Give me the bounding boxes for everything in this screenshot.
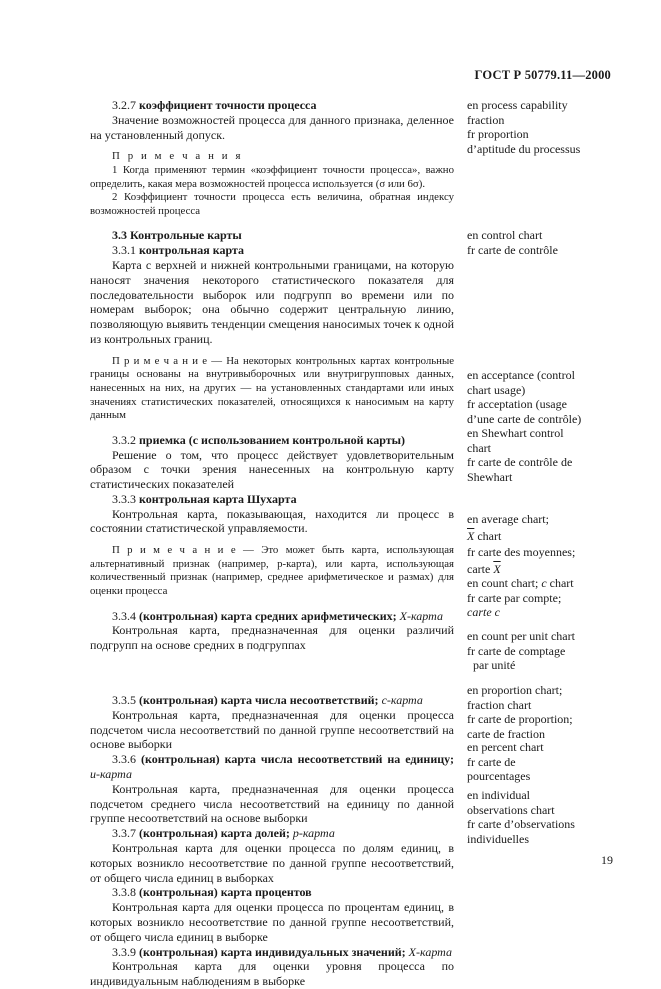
note-3-3-1: П р и м е ч а н и е — На некоторых контрольных картах контрольные границы основаны на внутривыборочных или внутригрупповых данных, нанесенных на них, на других — на установленных стандартами или иных значениях статистических показателей, относящихся к наносимым на карту данным <box>90 354 454 422</box>
term-3-3-4: 3.3.4 (контрольная) карта средних арифметических; X-карта <box>112 608 443 623</box>
equivalents-3-3-4: en average chart; $\overline{X}$ chart fr carte des moyennes; carte $\overline{X}$ <box>467 512 576 576</box>
definition-3-3-4: Контрольная карта, предназначенная для оценки различий подгрупп на основе средних в подгруппах <box>90 623 454 653</box>
term-3-3-6: 3.3.6 (контрольная) карта числа несоответствий на единицу; и-карта <box>90 752 454 782</box>
term-3-3-1: 3.3.1 контрольная карта <box>112 243 244 258</box>
equivalents-3-3-7: en proportion chart; fraction chart fr carte de proportion; carte de fraction <box>467 683 573 741</box>
equivalents-3-2-7: en process capability fraction fr proportion d’aptitude du processus <box>467 98 581 156</box>
definition-3-3-6: Контрольная карта, предназначенная для оценки процесса подсчетом среднего числа несоответствий на единицу по данной группе несоответствий на основе выборки <box>90 781 454 826</box>
term-3-3-9: 3.3.9 (контрольная) карта индивидуальных значений; Х-карта <box>112 944 452 959</box>
equivalents-3-3-5: en count chart; c chart fr carte par compte; carte c <box>467 576 574 619</box>
term-3-3-2: 3.3.2 приемка (с использованием контрольной карты) <box>112 432 406 447</box>
page-header: ГОСТ Р 50779.11—2000 <box>474 68 611 82</box>
term-3-2-7: 3.2.7 коэффициент точности процесса <box>112 98 317 112</box>
equivalents-3-3-3: en Shewhart control chart fr carte de contrôle de Shewhart <box>467 426 573 484</box>
main-column <box>90 98 454 989</box>
definition-3-3-9: Контрольная карта для оценки уровня процесса по индивидуальным наблюдениям в выборке <box>90 959 454 989</box>
term-3-3-7: 3.3.7 (контрольная) карта долей; р-карта <box>112 826 335 841</box>
note-3-3-3: П р и м е ч а н и е — Это может быть карта, использующая альтернативный признак (например, p-карта), или карта, использующая количественный признак (например, среднее арифметическое и размах) для оценки процесса <box>90 544 454 598</box>
equivalents-3-3-6: en count per unit chart fr carte de comptage par unité <box>467 629 575 672</box>
definition-3-3-5: Контрольная карта, предназначенная для оценки процесса подсчетом числа несоответствий по данной группе несоответствий на основе выборки <box>90 707 454 752</box>
definition-3-3-7: Контрольная карта для оценки процесса по долям единиц, в которых возникло несоответствие по данной группе несоответствий, от общего числа единиц в выборках <box>90 841 454 885</box>
section-3-3-title: 3.3 Контрольные карты <box>112 228 242 243</box>
definition-3-3-8: Контрольная карта для оценки процесса по процентам единиц, в которых возникло несоответствие по данной группе несоответствий, от общего числа единиц в выборке <box>90 900 454 944</box>
equivalents-3-3-9: en individual observations chart fr carte d’observations individuelles <box>467 788 575 846</box>
note-3-2-7: П р и м е ч а н и я 1 Когда применяют термин «коэффициент точности процесса», важно определить, какая мера возможностей процесса используется (σ или 6σ). 2 Коэффициент точности процесса есть величина, обратная индексу возможностей процесса <box>90 150 454 217</box>
definition-3-3-1: Карта с верхней и нижней контрольными границами, на которую наносят значения некоторого статистического показателя для последовательности выборок или подгрупп во времени или по номерам выборок; она обычно содержит центральную линию, позволяющую выявить тенденции смещения наносимых точек к одной из контрольных границ. <box>90 257 454 346</box>
page-number: 19 <box>601 853 613 867</box>
term-3-3-5: 3.3.5 (контрольная) карта числа несоответствий; с-карта <box>112 693 423 708</box>
definition-3-3-2: Решение о том, что процесс действует удовлетворительным образом с точки зрения нанесенных на контрольную карту статистических показателей <box>90 447 454 492</box>
equivalents-3-3-8: en percent chart fr carte de pourcentages <box>467 740 544 783</box>
definition-3-3-3: Контрольная карта, показывающая, находится ли процесс в состоянии статистической управляемости. <box>90 506 454 536</box>
equivalents-3-3-2: en acceptance (control chart usage) fr acceptation (usage d’une carte de contrôle) <box>467 368 582 426</box>
equivalents-3-3-1: en control chart fr carte de contrôle <box>467 228 558 257</box>
definition-3-2-7: Значение возможностей процесса для данного признака, деленное на установленный допуск. <box>90 112 454 142</box>
term-3-3-3: 3.3.3 контрольная карта Шухарта <box>112 491 297 506</box>
term-3-3-8: 3.3.8 (контрольная) карта процентов <box>112 885 312 900</box>
